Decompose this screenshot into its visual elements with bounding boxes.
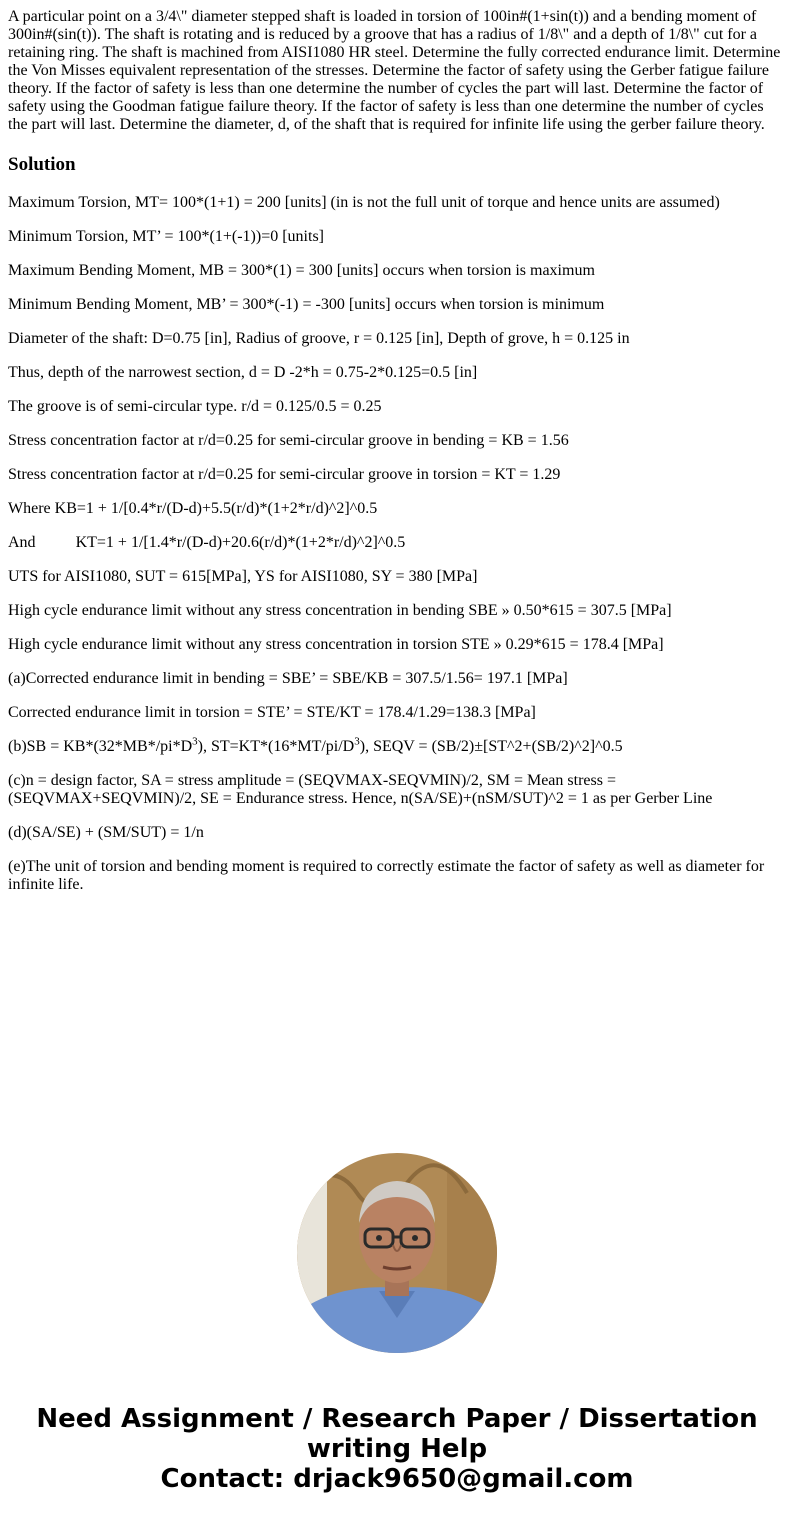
kt-formula: KT=1 + 1/[1.4*r/(D-d)+20.6(r/d)*(1+2*r/d)^2]^0.5 [75, 534, 406, 551]
solution-step-stress-formulas [8, 735, 786, 756]
solution-step-narrow-section: Thus, depth of the narrowest section, d = D -2*h = 0.75-2*0.125=0.5 [in] [8, 364, 478, 381]
solution-step-groove-ratio: The groove is of semi-circular type. r/d = 0.125/0.5 = 0.25 [8, 398, 382, 415]
solution-step-min-bending: Minimum Bending Moment, MB’ = 300*(-1) = -300 [units] occurs when torsion is minimum [8, 296, 605, 313]
solution-step-kb-formula: Where KB=1 + 1/[0.4*r/(D-d)+5.5(r/d)*(1+2*r/d)^2]^0.5 [8, 500, 378, 517]
solution-step-min-torsion: Minimum Torsion, MT’ = 100*(1+(-1))=0 [units] [8, 228, 324, 245]
footer-banner [0, 1404, 794, 1494]
solution-step-corrected-torsion: Corrected endurance limit in torsion = STE’ = STE/KT = 178.4/1.29=138.3 [MPa] [8, 704, 536, 721]
solution-step-shaft-dimensions: Diameter of the shaft: D=0.75 [in], Radius of groove, r = 0.125 [in], Depth of grove, h = 0.125 in [8, 330, 630, 347]
author-avatar [297, 1153, 497, 1353]
solution-step-ste: High cycle endurance limit without any stress concentration in torsion STE » 0.29*615 = 178.4 [MPa] [8, 636, 664, 653]
solution-step-kb: Stress concentration factor at r/d=0.25 for semi-circular groove in bending = KB = 1.56 [8, 432, 569, 449]
solution-step-note: (e)The unit of torsion and bending moment is required to correctly estimate the factor of safety as well as diameter for infinite life. [8, 858, 765, 893]
exponent: 3 [354, 735, 360, 748]
footer-line: Need Assignment / Research Paper / Dissertation [36, 1404, 758, 1434]
solution-heading: Solution [8, 154, 76, 175]
and-label: And [8, 534, 36, 551]
solution-step-corrected-bending: (a)Corrected endurance limit in bending = SBE’ = SBE/KB = 307.5/1.56= 197.1 [MPa] [8, 670, 568, 687]
seqv-formula: ), SEQV = (SB/2)±[ST^2+(SB/2)^2]^0.5 [359, 738, 623, 755]
solution-step-kt: Stress concentration factor at r/d=0.25 for semi-circular groove in torsion = KT = 1.29 [8, 466, 561, 483]
problem-statement: A particular point on a 3/4\" diameter stepped shaft is loaded in torsion of 100in#(1+sin(t)) and a bending moment of 300in#(sin(t)). The shaft is rotating and is reduced by a groove that has a radius of 1/8\" and a depth of 1/8\" cut for a retaining ring. The shaft is machined from AISI1080 HR steel. Determine the fully corrected endurance limit. Determine the Von Misses equivalent representation of the stresses. Determine the factor of safety using the Gerber fatigue failure theory. If the factor of safety is less than one determine the number of cycles the part will last. Determine the factor of safety using the Goodman fatigue failure theory. If the factor of safety is less than one determine the number of cycles the part will last. Determine the diameter, d, of the shaft that is required for infinite life using the gerber failure theory. [8, 8, 781, 133]
avatar-portrait [297, 1153, 497, 1353]
sb-formula: (b)SB = KB*(32*MB*/pi*D [8, 738, 193, 755]
solution-step-max-torsion: Maximum Torsion, MT= 100*(1+1) = 200 [units] (in is not the full unit of torque and hence units are assumed) [8, 194, 720, 211]
solution-step-max-bending: Maximum Bending Moment, MB = 300*(1) = 300 [units] occurs when torsion is maximum [8, 262, 595, 279]
solution-step-goodman: (d)(SA/SE) + (SM/SUT) = 1/n [8, 824, 204, 841]
footer-contact: Contact: drjack9650@gmail.com [160, 1464, 634, 1494]
st-formula: ), ST=KT*(16*MT/pi/D [197, 738, 355, 755]
solution-step-sbe: High cycle endurance limit without any stress concentration in bending SBE » 0.50*615 = 307.5 [MPa] [8, 602, 672, 619]
solution-step-gerber: (c)n = design factor, SA = stress amplitude = (SEQVMAX-SEQVMIN)/2, SM = Mean stress = (SEQVMAX+SEQVMIN)/2, SE = Endurance stress. Hence, n(SA/SE)+(nSM/SUT)^2 = 1 as per Gerber Line [8, 772, 713, 807]
solution-step-kt-formula [8, 534, 786, 552]
exponent: 3 [192, 735, 198, 748]
footer-line: writing Help [306, 1434, 488, 1464]
solution-step-material: UTS for AISI1080, SUT = 615[MPa], YS for AISI1080, SY = 380 [MPa] [8, 568, 478, 585]
